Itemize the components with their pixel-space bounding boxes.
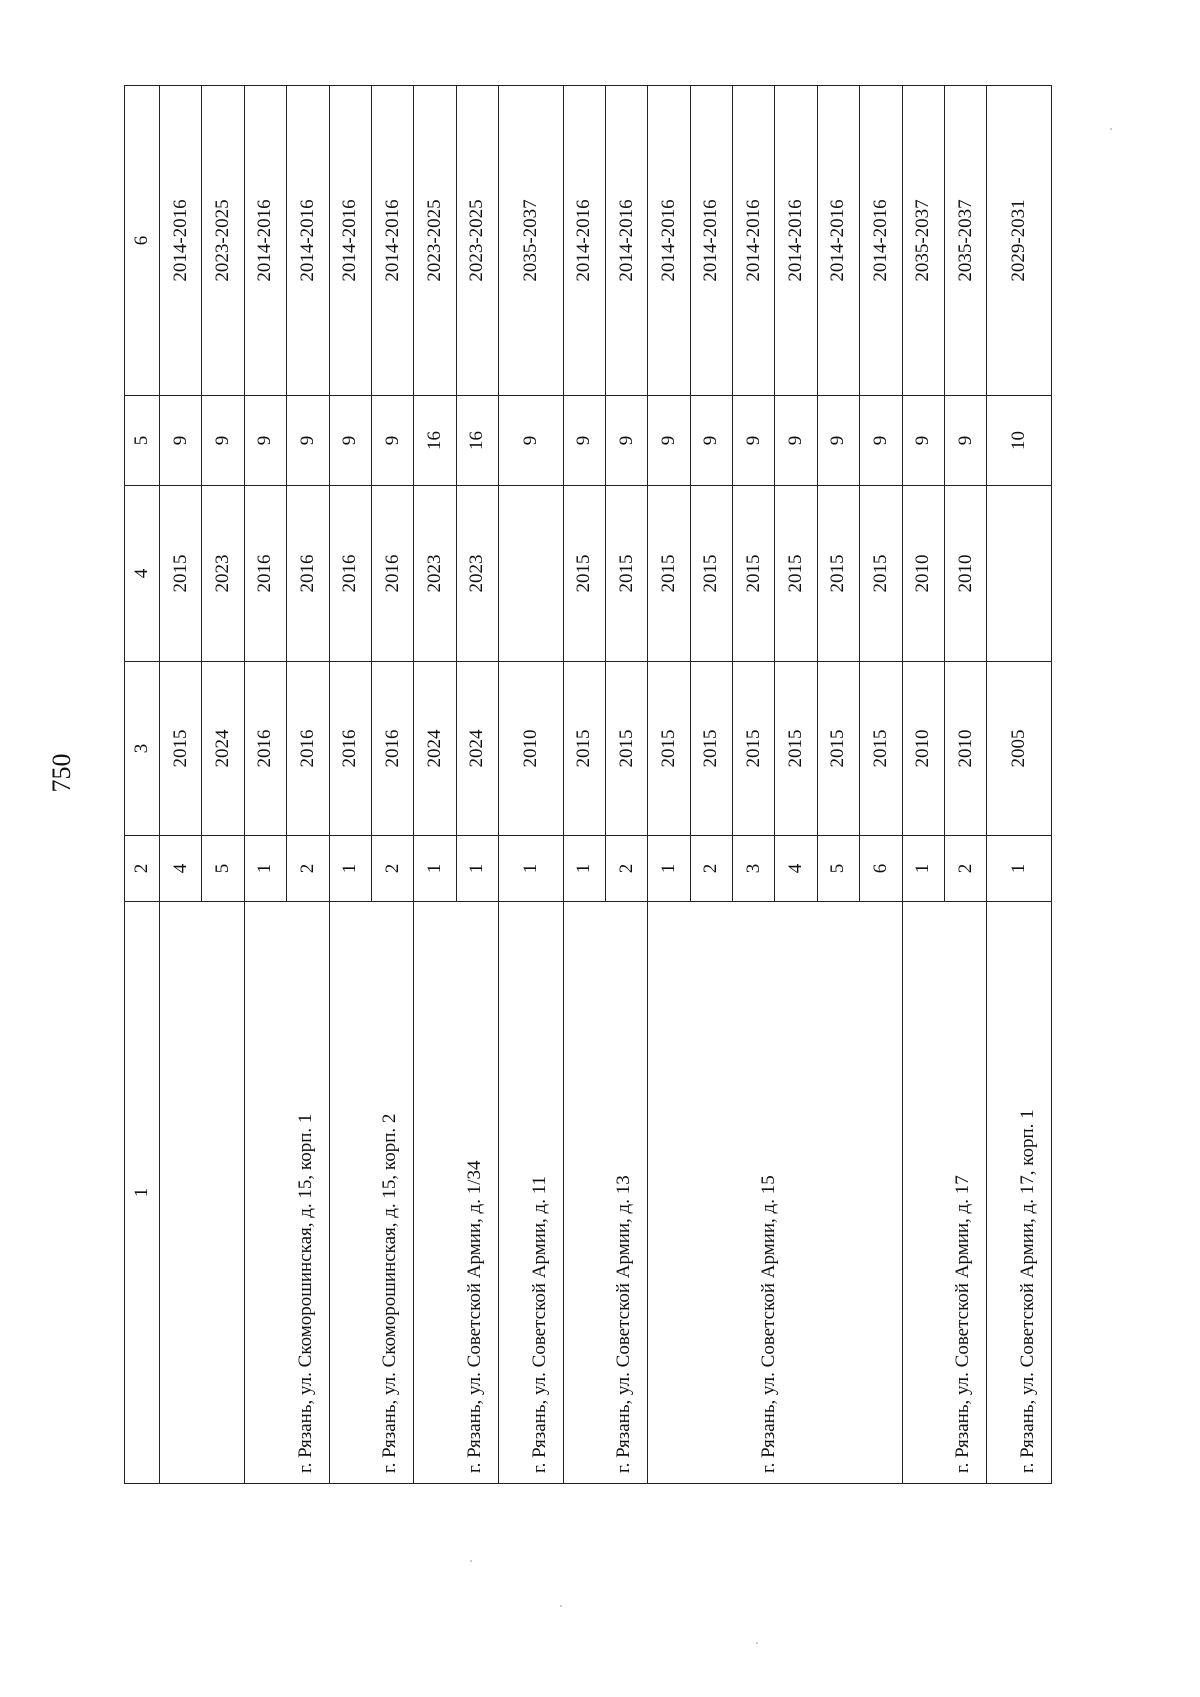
table-header — [125, 86, 160, 1484]
year-a-cell: 2015 — [563, 662, 605, 836]
period-cell: 2029-2031 — [987, 86, 1052, 396]
year-b-cell: 2016 — [287, 486, 329, 662]
floors-cell: 9 — [371, 396, 413, 486]
number-cell: 4 — [775, 836, 817, 902]
number-cell: 1 — [563, 836, 605, 902]
floors-cell: 9 — [244, 396, 286, 486]
number-cell: 4 — [160, 836, 202, 902]
year-a-cell: 2005 — [987, 662, 1052, 836]
number-cell: 2 — [944, 836, 986, 902]
number-cell: 2 — [690, 836, 732, 902]
year-b-cell — [499, 486, 564, 662]
year-a-cell: 2010 — [944, 662, 986, 836]
table-row — [414, 86, 456, 1484]
year-a-cell: 2015 — [605, 662, 647, 836]
year-a-cell: 2016 — [287, 662, 329, 836]
year-a-cell: 2024 — [202, 662, 244, 836]
address-cell: г. Рязань, ул. Советской Армии, д. 13 — [563, 902, 648, 1484]
number-cell: 2 — [371, 836, 413, 902]
year-b-cell: 2015 — [733, 486, 775, 662]
period-cell: 2035-2037 — [499, 86, 564, 396]
period-cell: 2014-2016 — [160, 86, 202, 396]
year-a-cell: 2024 — [414, 662, 456, 836]
header-col-4: 4 — [125, 486, 160, 662]
year-b-cell: 2015 — [605, 486, 647, 662]
year-a-cell: 2010 — [902, 662, 944, 836]
floors-cell: 9 — [605, 396, 647, 486]
address-cell: г. Рязань, ул. Скоморошинская, д. 15, корп. 1 — [244, 902, 329, 1484]
number-cell: 1 — [244, 836, 286, 902]
floors-cell: 9 — [648, 396, 690, 486]
year-a-cell: 2016 — [329, 662, 371, 836]
year-a-cell: 2016 — [371, 662, 413, 836]
scan-speck — [756, 1642, 758, 1644]
number-cell: 5 — [817, 836, 859, 902]
period-cell: 2035-2037 — [944, 86, 986, 396]
header-col-1: 1 — [125, 902, 160, 1484]
year-b-cell: 2015 — [817, 486, 859, 662]
year-b-cell: 2010 — [902, 486, 944, 662]
page-number: 750 — [47, 753, 76, 793]
number-cell: 3 — [733, 836, 775, 902]
address-cell: г. Рязань, ул. Советской Армии, д. 17, корп. 1 — [987, 902, 1052, 1484]
number-cell: 1 — [329, 836, 371, 902]
number-cell: 1 — [648, 836, 690, 902]
address-cell: г. Рязань, ул. Советской Армии, д. 11 — [499, 902, 564, 1484]
period-cell: 2014-2016 — [775, 86, 817, 396]
floors-cell: 9 — [329, 396, 371, 486]
table-container — [124, 86, 1052, 1484]
table-row — [329, 86, 371, 1484]
number-cell: 2 — [287, 836, 329, 902]
period-cell: 2014-2016 — [690, 86, 732, 396]
year-b-cell: 2015 — [160, 486, 202, 662]
scan-speck — [1110, 128, 1112, 130]
scan-speck — [470, 1560, 472, 1562]
table-row — [648, 86, 690, 1484]
floors-cell: 16 — [414, 396, 456, 486]
register-table — [124, 85, 1052, 1484]
floors-cell: 16 — [456, 396, 498, 486]
period-cell: 2014-2016 — [371, 86, 413, 396]
year-a-cell: 2015 — [160, 662, 202, 836]
period-cell: 2014-2016 — [244, 86, 286, 396]
year-a-cell: 2015 — [733, 662, 775, 836]
table-row — [244, 86, 286, 1484]
header-row — [125, 86, 160, 1484]
number-cell: 1 — [902, 836, 944, 902]
table-row — [987, 86, 1052, 1484]
period-cell: 2014-2016 — [329, 86, 371, 396]
period-cell: 2014-2016 — [733, 86, 775, 396]
number-cell: 6 — [860, 836, 902, 902]
period-cell: 2035-2037 — [902, 86, 944, 396]
header-col-6: 6 — [125, 86, 160, 396]
year-a-cell: 2015 — [817, 662, 859, 836]
year-a-cell: 2015 — [690, 662, 732, 836]
floors-cell: 9 — [944, 396, 986, 486]
year-a-cell: 2010 — [499, 662, 564, 836]
period-cell: 2023-2025 — [456, 86, 498, 396]
header-col-3: 3 — [125, 662, 160, 836]
year-b-cell: 2015 — [563, 486, 605, 662]
year-b-cell: 2015 — [775, 486, 817, 662]
number-cell: 1 — [987, 836, 1052, 902]
year-a-cell: 2016 — [244, 662, 286, 836]
floors-cell: 9 — [160, 396, 202, 486]
floors-cell: 9 — [499, 396, 564, 486]
floors-cell: 9 — [287, 396, 329, 486]
year-b-cell: 2015 — [690, 486, 732, 662]
number-cell: 2 — [605, 836, 647, 902]
address-cell: г. Рязань, ул. Советской Армии, д. 17 — [902, 902, 987, 1484]
table-row — [160, 86, 202, 1484]
period-cell: 2014-2016 — [860, 86, 902, 396]
header-col-2: 2 — [125, 836, 160, 902]
year-a-cell: 2015 — [648, 662, 690, 836]
year-b-cell: 2015 — [648, 486, 690, 662]
address-cell: г. Рязань, ул. Скоморошинская, д. 15, корп. 2 — [329, 902, 414, 1484]
table-row — [499, 86, 564, 1484]
year-a-cell: 2024 — [456, 662, 498, 836]
number-cell: 1 — [499, 836, 564, 902]
period-cell: 2023-2025 — [414, 86, 456, 396]
number-cell: 5 — [202, 836, 244, 902]
period-cell: 2014-2016 — [605, 86, 647, 396]
year-b-cell: 2023 — [202, 486, 244, 662]
floors-cell: 9 — [817, 396, 859, 486]
floors-cell: 9 — [690, 396, 732, 486]
year-b-cell: 2016 — [244, 486, 286, 662]
address-cell — [160, 902, 245, 1484]
period-cell: 2014-2016 — [817, 86, 859, 396]
scan-speck — [560, 1605, 562, 1607]
year-b-cell: 2015 — [860, 486, 902, 662]
year-b-cell: 2010 — [944, 486, 986, 662]
table-body — [160, 86, 1052, 1484]
floors-cell: 9 — [902, 396, 944, 486]
address-cell: г. Рязань, ул. Советской Армии, д. 15 — [648, 902, 902, 1484]
year-b-cell — [987, 486, 1052, 662]
year-b-cell: 2023 — [414, 486, 456, 662]
floors-cell: 9 — [860, 396, 902, 486]
floors-cell: 9 — [733, 396, 775, 486]
address-cell: г. Рязань, ул. Советской Армии, д. 1/34 — [414, 902, 499, 1484]
number-cell: 1 — [414, 836, 456, 902]
table-row — [563, 86, 605, 1484]
year-a-cell: 2015 — [860, 662, 902, 836]
number-cell: 1 — [456, 836, 498, 902]
header-col-5: 5 — [125, 396, 160, 486]
period-cell: 2014-2016 — [563, 86, 605, 396]
year-b-cell: 2016 — [329, 486, 371, 662]
year-a-cell: 2015 — [775, 662, 817, 836]
period-cell: 2014-2016 — [648, 86, 690, 396]
floors-cell: 10 — [987, 396, 1052, 486]
floors-cell: 9 — [563, 396, 605, 486]
floors-cell: 9 — [202, 396, 244, 486]
floors-cell: 9 — [775, 396, 817, 486]
year-b-cell: 2023 — [456, 486, 498, 662]
period-cell: 2023-2025 — [202, 86, 244, 396]
period-cell: 2014-2016 — [287, 86, 329, 396]
year-b-cell: 2016 — [371, 486, 413, 662]
table-row — [902, 86, 944, 1484]
